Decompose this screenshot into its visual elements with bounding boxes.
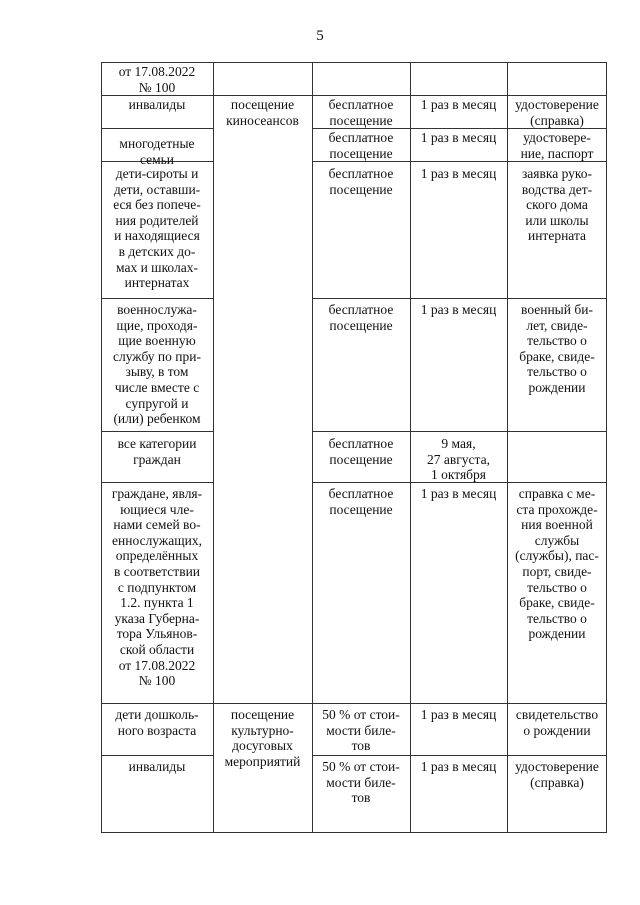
table-cell: бесплатное посещение (328, 97, 394, 128)
table-cell: многодетные семьи (119, 136, 195, 167)
table-cell: военнослужа- щие, проходя- щие военную службу по при- зыву, в том числе вместе с супругой и (или) ребенком (113, 302, 201, 427)
table-cell: бесплатное посещение (328, 302, 394, 333)
table-cell: удостовере- ние, паспорт (520, 130, 594, 161)
table-cell: дети дошколь- ного возраста (115, 707, 199, 738)
table-cell: посещение культурно- досуговых мероприятий (224, 707, 301, 769)
row-divider (312, 755, 607, 756)
row-divider (101, 128, 213, 129)
table-cell: все категории граждан (117, 436, 197, 467)
table-cell: удостоверение (справка) (515, 759, 599, 790)
table-cell: справка с ме- ста прохожде- ния военной службы (службы), пас- порт, свиде- тельство о браке, свиде- тельство о рождении (515, 486, 599, 642)
row-divider (101, 431, 213, 432)
table-cell: военный би- лет, свиде- тельство о браке, свиде- тельство о рождении (519, 302, 595, 395)
table-cell: 1 раз в месяц (420, 302, 497, 317)
table-cell: заявка руко- водства дет- ского дома или школы интерната (521, 166, 593, 244)
row-divider (101, 755, 213, 756)
row-divider (312, 431, 607, 432)
table-border (101, 832, 607, 833)
table-cell: дети-сироты и дети, оставши- еся без попече- ния родителей и находящиеся в детских до- мах и школах- интернатах (113, 166, 201, 291)
table-cell: граждане, явля- ющиеся чле- нами семей во- еннослужащих, определённых в соответствии с подпунктом 1.2. пункта 1 указа Губерна- тора Ульянов- ской области от 17.08.2022 № 100 (111, 486, 203, 689)
table-cell: 9 мая, 27 августа, 1 октября (427, 436, 490, 483)
table-cell: 1 раз в месяц (420, 486, 497, 501)
table-cell: посещение киносеансов (226, 97, 299, 128)
table-cell: 1 раз в месяц (420, 759, 497, 774)
table-cell: 50 % от стои- мости биле- тов (322, 707, 400, 754)
table-cell: от 17.08.2022 № 100 (118, 64, 196, 95)
table-cell: бесплатное посещение (328, 130, 394, 161)
row-divider (101, 703, 607, 704)
page-number: 5 (316, 28, 324, 44)
table-cell: 1 раз в месяц (420, 166, 497, 181)
table-cell: инвалиды (128, 759, 186, 774)
table-border (101, 62, 607, 63)
row-divider (101, 482, 213, 483)
table-cell: инвалиды (128, 97, 186, 112)
benefits-table (101, 62, 607, 833)
table-cell: бесплатное посещение (328, 166, 394, 197)
table-cell: бесплатное посещение (328, 436, 394, 467)
table-cell: 1 раз в месяц (420, 130, 497, 145)
row-divider (312, 298, 607, 299)
table-cell: 50 % от стои- мости биле- тов (322, 759, 400, 806)
row-divider (101, 298, 213, 299)
table-cell: бесплатное посещение (328, 486, 394, 517)
table-cell: свидетельство о рождении (515, 707, 599, 738)
table-cell: 1 раз в месяц (420, 97, 497, 112)
table-cell: 1 раз в месяц (420, 707, 497, 722)
table-cell: удостоверение (справка) (515, 97, 599, 128)
